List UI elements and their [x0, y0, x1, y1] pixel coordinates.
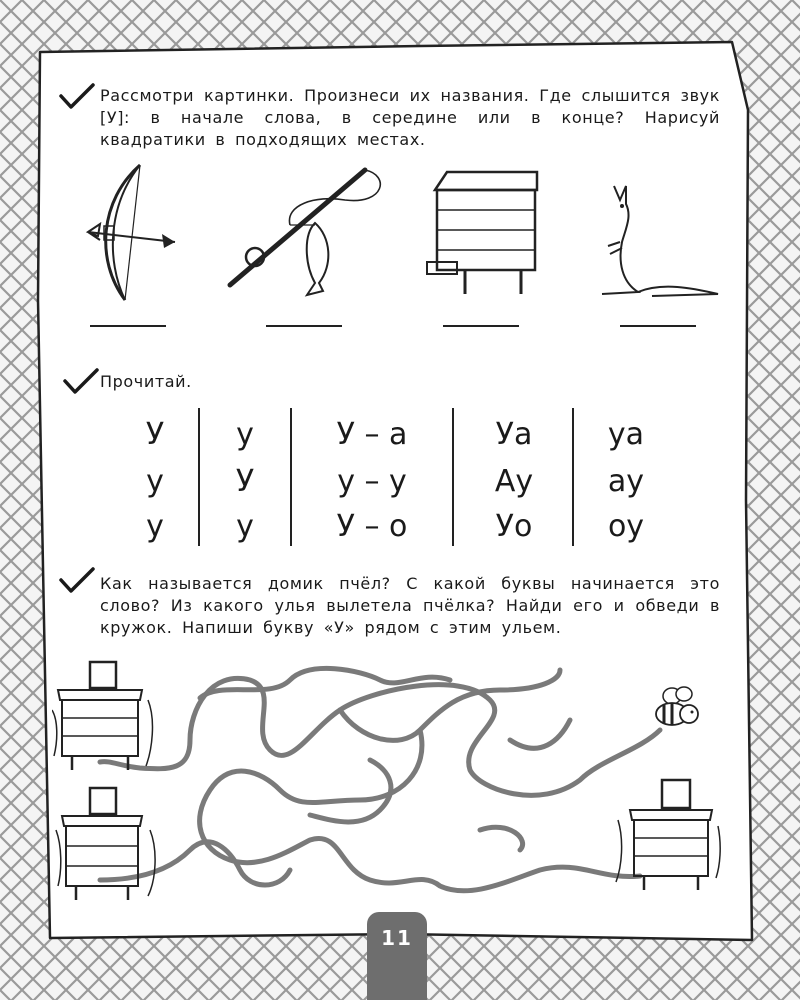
answer-line-1[interactable]	[90, 325, 166, 327]
reading-cell: уа	[607, 417, 645, 452]
reading-cell: у	[236, 509, 254, 544]
reading-cell: У	[145, 417, 165, 452]
reading-cell: У	[235, 464, 255, 499]
answer-line-3[interactable]	[443, 325, 519, 327]
task-3-instruction: Как называется домик пчёл? С какой буквы начинается это слово? Из какого улья вылетела пчёлка? Найди его и обведи в кружок. Напиши букву «У» рядом с этим ульем.	[100, 574, 720, 637]
reading-cell: Уо	[495, 509, 533, 544]
beehive-bottom-left-icon[interactable]	[52, 786, 164, 902]
reading-cell: ау	[607, 464, 645, 499]
task-2-instruction: Прочитай.	[100, 372, 192, 391]
reading-cell: у	[236, 417, 254, 452]
reading-cell: у	[146, 509, 164, 544]
answer-line-4[interactable]	[620, 325, 696, 327]
checkmark-icon	[58, 82, 96, 112]
fishing-rod-icon	[215, 165, 390, 300]
reading-cell: У – а	[336, 417, 408, 452]
checkmark-icon	[62, 367, 100, 397]
bee-icon	[650, 684, 702, 730]
page-number: 11	[367, 912, 427, 1000]
beehive-icon	[425, 168, 543, 296]
task-1-instruction: Рассмотри картинки. Произнеси их названия. Где слышится звук [У]: в начале слова, в середине или в конце? Нарисуй квадратики в подходящих местах.	[100, 86, 720, 149]
checkmark-icon	[58, 566, 96, 596]
reading-cell: Уа	[495, 417, 533, 452]
beehive-right-icon[interactable]	[612, 776, 724, 892]
reading-cell: Ау	[494, 464, 534, 499]
reading-cell: у – у	[337, 464, 407, 499]
beehive-top-left-icon[interactable]	[52, 660, 162, 772]
kangaroo-icon	[592, 182, 720, 300]
answer-line-2[interactable]	[266, 325, 342, 327]
bow-and-arrow-icon	[80, 160, 180, 305]
reading-cell: оу	[607, 509, 645, 544]
reading-cell: у	[146, 464, 164, 499]
reading-cell: У – о	[336, 509, 408, 544]
